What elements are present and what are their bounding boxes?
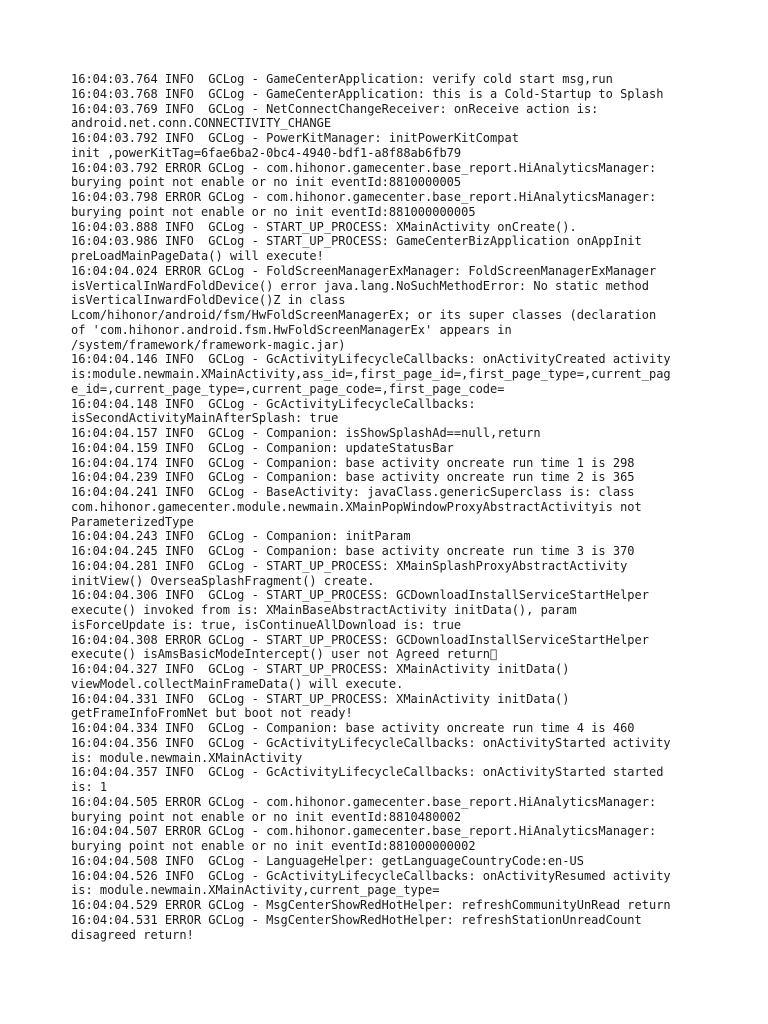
log-line: 16:04:04.239 INFO GCLog - Companion: base activity oncreate run time 2 is 365	[71, 470, 635, 485]
log-line: preLoadMainPageData() will execute!	[71, 249, 324, 263]
log-document	[71, 72, 731, 942]
log-line: 16:04:04.159 INFO GCLog - Companion: updateStatusBar	[71, 440, 454, 455]
log-line: is: module.newmain.XMainActivity,current_page_type=	[71, 883, 440, 898]
log-line: 16:04:04.505 ERROR GCLog - com.hihonor.gamecenter.base_report.HiAnalyticsManager:	[71, 794, 657, 809]
log-line: 16:04:03.792 INFO GCLog - PowerKitManager: initPowerKitCompat	[71, 131, 519, 145]
log-line: isForceUpdate is: true, isContinueAllDownload is: true	[71, 617, 462, 632]
log-line: 16:04:04.529 ERROR GCLog - MsgCenterShowRedHotHelper: refreshCommunityUnRead return	[71, 898, 671, 912]
log-line: 16:04:03.792 ERROR GCLog - com.hihonor.gamecenter.base_report.HiAnalyticsManager:	[71, 160, 657, 175]
log-line: 16:04:04.281 INFO GCLog - START_UP_PROCESS: XMainSplashProxyAbstractActivity	[71, 558, 628, 573]
log-line: 16:04:03.769 INFO GCLog - NetConnectChangeReceiver: onReceive action is:	[71, 101, 599, 116]
log-line: Lcom/hihonor/android/fsm/HwFoldScreenManagerEx; or its super classes (declaration	[71, 308, 657, 322]
log-line: 16:04:04.245 INFO GCLog - Companion: base activity oncreate run time 3 is 370	[71, 544, 635, 558]
log-line: initView() OverseaSplashFragment() create.	[71, 573, 375, 588]
log-line: e_id=,current_page_type=,current_page_code=,first_page_code=	[71, 381, 505, 396]
log-line: 16:04:04.508 INFO GCLog - LanguageHelper: getLanguageCountryCode:en-US	[71, 853, 584, 868]
log-line: init ,powerKitTag=6fae6ba2-0bc4-4940-bdf1-a8f88ab6fb79	[71, 145, 462, 160]
log-line: of 'com.hihonor.android.fsm.HwFoldScreenManagerEx' appears in	[71, 322, 512, 337]
log-line: is: module.newmain.XMainActivity	[71, 750, 303, 765]
log-line: 16:04:04.024 ERROR GCLog - FoldScreenManagerExManager: FoldScreenManagerExManager	[71, 263, 657, 278]
log-line: 16:04:03.768 INFO GCLog - GameCenterApplication: this is a Cold-Startup to Splash	[71, 86, 664, 101]
log-line: 16:04:03.888 INFO GCLog - START_UP_PROCESS: XMainActivity onCreate().	[71, 219, 577, 234]
log-line: is: 1	[71, 780, 108, 794]
log-line: 16:04:04.306 INFO GCLog - START_UP_PROCESS: GCDownloadInstallServiceStartHelper	[71, 588, 649, 603]
log-line: 16:04:04.241 INFO GCLog - BaseActivity: javaClass.genericSuperclass is: class	[71, 485, 635, 499]
log-line: 16:04:04.157 INFO GCLog - Companion: isShowSplashAd==null,return	[71, 426, 541, 440]
log-line: 16:04:04.357 INFO GCLog - GcActivityLifecycleCallbacks: onActivityStarted started	[71, 765, 664, 780]
log-line: isSecondActivityMainAfterSplash: true	[71, 411, 339, 426]
log-line: 16:04:04.243 INFO GCLog - Companion: initParam	[71, 529, 411, 544]
log-line: 16:04:04.331 INFO GCLog - START_UP_PROCESS: XMainActivity initData()	[71, 691, 570, 706]
log-line: execute() invoked from is: XMainBaseAbstractActivity initData(), param	[71, 603, 577, 617]
log-line: disagreed return!	[71, 927, 194, 942]
log-line: isVerticalInWardFoldDevice() error java.lang.NoSuchMethodError: No static method	[71, 278, 649, 293]
log-line: 16:04:04.531 ERROR GCLog - MsgCenterShowRedHotHelper: refreshStationUnreadCount	[71, 912, 642, 927]
log-line: viewModel.collectMainFrameData() will execute.	[71, 676, 404, 691]
log-line: isVerticalInwardFoldDevice()Z in class	[71, 293, 346, 308]
log-line: android.net.conn.CONNECTIVITY_CHANGE	[71, 116, 332, 131]
log-line: burying point not enable or no init eventId:881000000002	[71, 839, 476, 853]
log-line: com.hihonor.gamecenter.module.newmain.XMainPopWindowProxyAbstractActivityis not	[71, 499, 642, 514]
log-line: 16:04:03.798 ERROR GCLog - com.hihonor.gamecenter.base_report.HiAnalyticsManager:	[71, 190, 657, 204]
log-line: 16:04:04.327 INFO GCLog - START_UP_PROCESS: XMainActivity initData()	[71, 662, 570, 676]
log-line: is:module.newmain.XMainActivity,ass_id=,first_page_id=,first_page_type=,current_pag	[71, 367, 671, 381]
log-line: burying point not enable or no init eventId:8810000005	[71, 175, 462, 190]
log-line: 16:04:04.308 ERROR GCLog - START_UP_PROCESS: GCDownloadInstallServiceStartHelper	[71, 632, 649, 647]
log-line: burying point not enable or no init eventId:881000000005	[71, 204, 476, 219]
log-line: 16:04:04.526 INFO GCLog - GcActivityLifecycleCallbacks: onActivityResumed activity	[71, 868, 671, 883]
log-line: burying point not enable or no init eventId:8810480002	[71, 809, 462, 824]
log-line: 16:04:03.986 INFO GCLog - START_UP_PROCESS: GameCenterBizApplication onAppInit	[71, 234, 642, 249]
log-line: 16:04:04.174 INFO GCLog - Companion: base activity oncreate run time 1 is 298	[71, 455, 635, 470]
log-line: 16:04:03.764 INFO GCLog - GameCenterApplication: verify cold start msg,run	[71, 72, 613, 86]
log-line: ParameterizedType	[71, 514, 194, 529]
log-line: 16:04:04.146 INFO GCLog - GcActivityLifecycleCallbacks: onActivityCreated activity	[71, 352, 671, 367]
log-line: 16:04:04.356 INFO GCLog - GcActivityLifecycleCallbacks: onActivityStarted activity	[71, 735, 671, 750]
log-line: 16:04:04.148 INFO GCLog - GcActivityLifecycleCallbacks:	[71, 396, 476, 411]
log-line: 16:04:04.334 INFO GCLog - Companion: base activity oncreate run time 4 is 460	[71, 721, 635, 735]
log-line: /system/framework/framework-magic.jar)	[71, 337, 346, 352]
log-line: execute() isAmsBasicModeIntercept() user not Agreed return 	[71, 647, 498, 662]
log-line: 16:04:04.507 ERROR GCLog - com.hihonor.gamecenter.base_report.HiAnalyticsManager:	[71, 824, 657, 839]
log-line: getFrameInfoFromNet but boot not ready!	[71, 706, 353, 721]
